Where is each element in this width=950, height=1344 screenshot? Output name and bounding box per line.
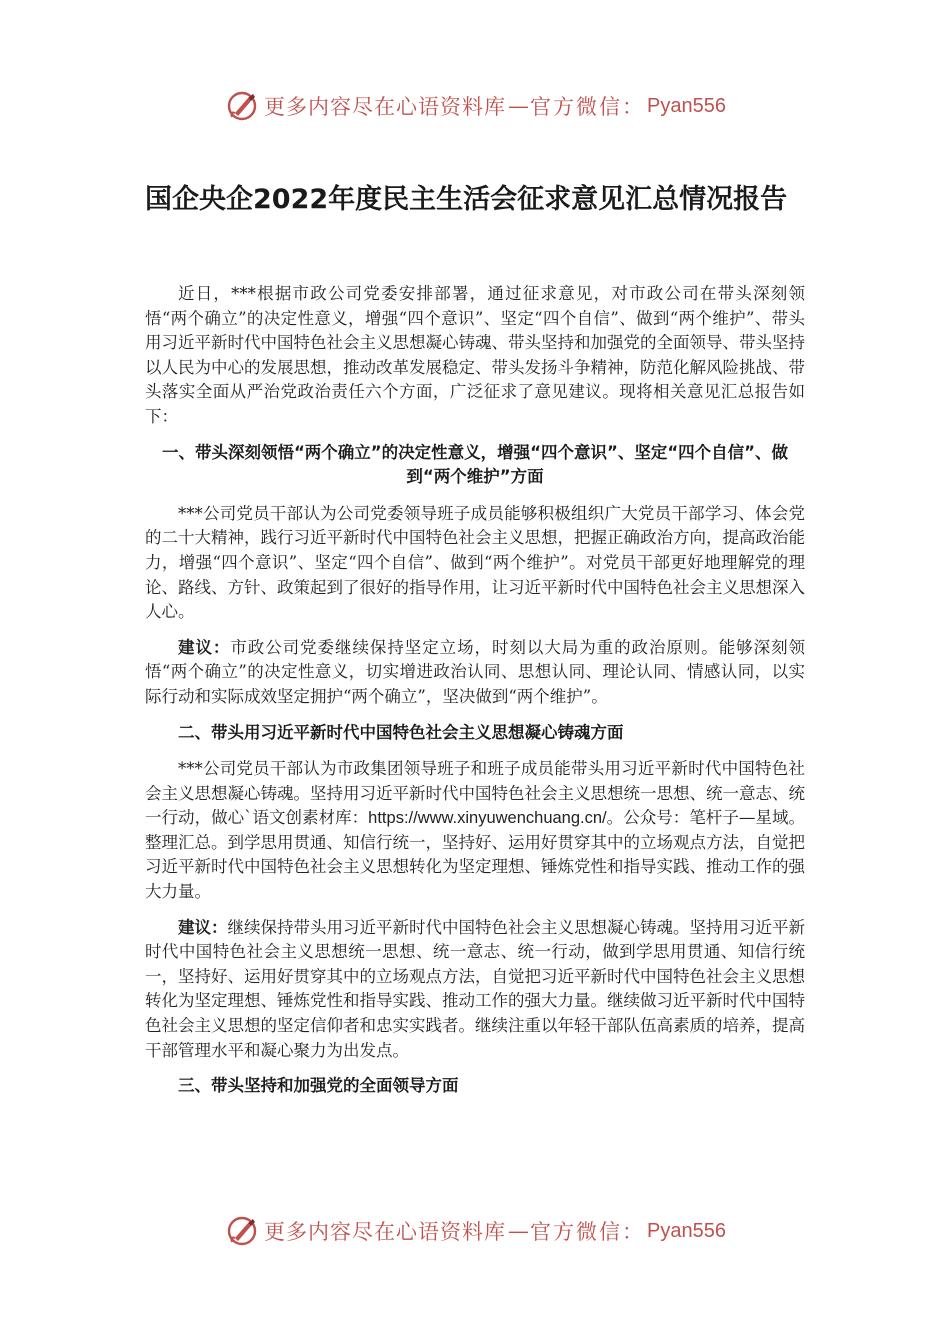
banner-dash: — [508, 94, 528, 118]
section-1-body: ***公司党员干部认为公司党委领导班子成员能够积极组织广大党员干部学习、体会党的二十大精神，践行习近平新时代中国特色社会主义思想，把握正确政治方向，提高政治能力，增强“四个意识”、坚定“四个自信”、做到“两个维护”。对党员干部更好地理解党的理论、路线、方针、政策起到了很好的指导作用，让习近平新时代中国特色社会主义思想深入人心。 [145, 503, 805, 622]
suggestion-text: 继续保持带头用习近平新时代中国特色社会主义思想凝心铸魂。坚持用习近平新时代中国特色社会主义思想统一思想、统一意志、统一行动，做到学思用贯通、知信行统一，坚持好、运用好贯穿其中的立场观点方法，自觉把习近平新时代中国特色社会主义思想转化为坚定理想、锤炼党性和指导实践、推动工作的强大力量。继续做习近平新时代中国特色社会主义思想的坚定信仰者和忠实实践者。继续注重以年轻干部队伍高素质的培养，提高干部管理水平和凝心聚力为出发点。 [145, 917, 805, 1060]
header-banner [226, 86, 746, 126]
suggestion-label: 建议： [178, 637, 231, 657]
website-link[interactable]: https://www.xinyuwenchuang.cn/ [368, 809, 607, 828]
section-3-heading: 三、带头坚持和加强党的全面领导方面 [178, 1076, 459, 1096]
suggestion-text: 市政公司党委继续保持坚定立场，时刻以大局为重的政治原则。能够深刻领悟“两个确立”的决定性意义，切实增进政治认同、思想认同、理论认同、情感认同，以实际行动和实际成效坚定拥护“两个确立”，坚决做到“两个维护”。 [145, 637, 806, 706]
section-1-suggestion [145, 636, 805, 710]
document-body [145, 282, 805, 1111]
section-2-suggestion [145, 916, 805, 1064]
intro-paragraph: 近日，***根据市政公司党委安排部署，通过征求意见，对市政公司在带头深刻领悟“两个确立”的决定性意义，增强“四个意识”、坚定“四个自信”、做到“两个维护”、带头用习近平新时代中国特色社会主义思想凝心铸魂、带头坚持和加强党的全面领导、带头坚持以人民为中心的发展思想，推动改革发展稳定、带头发扬斗争精神，防范化解风险挑战、带头落实全面从严治党政治责任六个方面，广泛征求了意见建议。现将相关意见汇总报告如下： [145, 284, 805, 426]
section-2-heading: 二、带头用习近平新时代中国特色社会主义思想凝心铸魂方面 [178, 722, 624, 742]
banner-wechat-label: 官方微信： [530, 1220, 645, 1244]
banner-brand-text: 更多内容尽在心语资料库 [264, 1220, 506, 1244]
banner-wechat-id: Pyan556 [647, 1219, 726, 1242]
banner-brand-text: 更多内容尽在心语资料库 [264, 95, 506, 119]
footer-banner [226, 1211, 746, 1251]
logo-icon [226, 1214, 260, 1248]
document-title: 国企央企2022年度民主生活会征求意见汇总情况报告 [145, 184, 788, 215]
banner-wechat-id: Pyan556 [647, 94, 726, 117]
section-2-body-part1: ***公司党员干部认为市政集团领导班子和班子成员能带头用习近平新时代中国特色社会主义思想凝心铸魂。坚持用习近平新时代中国特色社会主义思想统一思想、统一意志、统一行动，做心`语文创素材库： [145, 759, 805, 828]
section-2-body-part2: 。公众号：笔杆子—星域。整理汇总。到学思用贯通、知信行统一，坚持好、运用好贯穿其中的立场观点方法，自觉把习近平新时代中国特色社会主义思想转化为坚定理想、锤炼党性和指导实践、推动工作的强大力量。 [145, 808, 806, 902]
suggestion-label: 建议： [178, 917, 228, 937]
logo-icon [226, 89, 260, 123]
section-1-heading: 一、带头深刻领悟“两个确立”的决定性意义，增强“四个意识”、坚定“四个自信”、做到“两个维护”方面 [161, 442, 789, 487]
section-2-body [145, 757, 805, 905]
banner-dash: — [508, 1219, 528, 1243]
banner-wechat-label: 官方微信： [530, 95, 645, 119]
